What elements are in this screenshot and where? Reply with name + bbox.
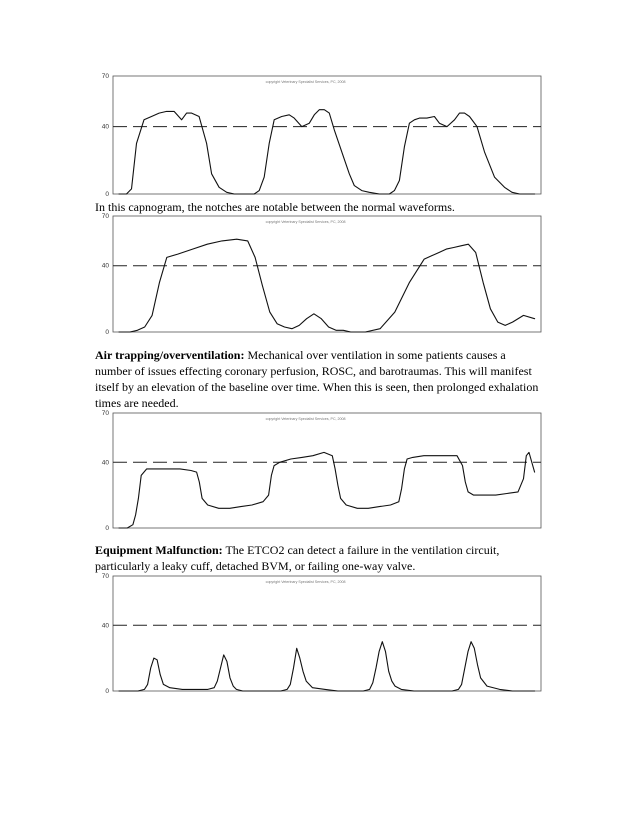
plot-frame	[113, 76, 541, 194]
capnogram-waveform	[119, 642, 535, 691]
y-tick-label: 40	[101, 262, 109, 270]
y-tick-label: 70	[101, 410, 109, 417]
capnogram-waveform	[119, 452, 535, 528]
paragraph-equipment-text: The ETCO2 can detect a failure in the ventilation circuit, particularly a leaky cuff, detached BVM, or failing one-way valve.	[95, 543, 500, 573]
y-tick-label: 0	[105, 525, 109, 532]
capnogram-svg-2	[0, 210, 638, 340]
paragraph-air-trapping	[95, 347, 545, 411]
capnogram-chart-air-trapping	[0, 210, 638, 340]
y-tick-label: 0	[105, 329, 109, 336]
capnogram-chart-notches	[0, 70, 638, 200]
y-tick-label: 70	[101, 213, 109, 220]
copyright-text: copyright Veterinary Specialist Services, PC, 2008	[265, 220, 346, 224]
capnogram-waveform	[119, 239, 535, 332]
copyright-text: copyright Veterinary Specialist Services, PC, 2008	[265, 580, 346, 584]
y-tick-label: 40	[101, 123, 109, 131]
y-tick-label: 40	[101, 622, 109, 630]
y-tick-label: 40	[101, 459, 109, 467]
capnogram-chart-malfunction	[0, 570, 638, 700]
heading-air-trapping: Air trapping/overventilation:	[95, 348, 245, 362]
y-tick-label: 70	[101, 573, 109, 580]
plot-frame	[113, 413, 541, 528]
copyright-text: copyright Veterinary Specialist Services, PC, 2008	[265, 417, 346, 421]
capnogram-waveform	[119, 110, 535, 194]
plot-frame	[113, 216, 541, 332]
y-tick-label: 0	[105, 688, 109, 695]
capnogram-svg-4	[0, 570, 638, 700]
y-tick-label: 0	[105, 191, 109, 198]
paragraph-air-trapping-text: Mechanical over ventilation in some patients causes a number of issues effecting coronary perfusion, ROSC, and barotraumas. This will manifest itself by an elevation of the baseline over time. When this is seen, then prolonged exhalation times are needed.	[95, 348, 539, 410]
plot-frame	[113, 576, 541, 691]
copyright-text: copyright Veterinary Specialist Services, PC, 2008	[265, 80, 346, 84]
capnogram-chart-rising-baseline	[0, 405, 638, 535]
capnogram-svg-3	[0, 405, 638, 535]
caption-notches-text: In this capnogram, the notches are notable between the normal waveforms.	[95, 200, 455, 214]
heading-equipment: Equipment Malfunction:	[95, 543, 223, 557]
y-tick-label: 70	[101, 73, 109, 80]
capnogram-svg-1	[0, 70, 638, 200]
